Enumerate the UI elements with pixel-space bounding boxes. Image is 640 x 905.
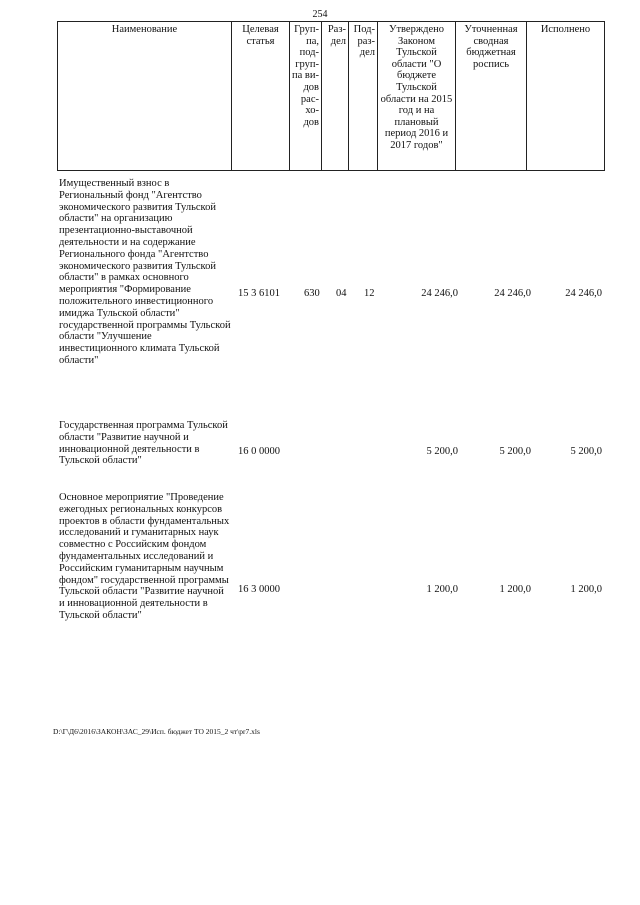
table-header xyxy=(57,21,605,171)
row-revised: 24 246,0 xyxy=(494,288,531,299)
table-row xyxy=(57,178,604,413)
table-row xyxy=(57,492,604,692)
header-executed: Исполнено xyxy=(527,22,605,171)
header-approved-law: Утверждено Законом Тульской области "О бюджете Тульской области на 2015 год и на плановый период 2016 и 2017 годов" xyxy=(378,22,456,171)
header-target-article: Целевая статья xyxy=(232,22,290,171)
row-revised: 1 200,0 xyxy=(499,584,531,595)
file-path: D:\Г\Д6\2016\ЗАКОН\ЗАС_29\Исп. бюджет ТО 2015_2 чт\pr7.xls xyxy=(53,727,260,736)
row-target-article: 16 0 0000 xyxy=(238,446,280,457)
row-section: 04 xyxy=(336,288,347,299)
row-executed: 24 246,0 xyxy=(565,288,602,299)
row-revised: 5 200,0 xyxy=(499,446,531,457)
row-target-article: 15 3 6101 xyxy=(238,288,280,299)
row-name: Основное мероприятие "Проведение ежегодных региональных конкурсов проектов в области фундаментальных исследований и гуманитарных наук совместно с Российским фондом фундаментальных исследований и Российским гуманитарным научным фондом" государственной программы Тульской области "Развитие научной и инновационной деятельности в Тульской области" xyxy=(59,492,230,621)
table-row xyxy=(57,420,604,486)
header-subsection: Под-раз-дел xyxy=(349,22,378,171)
page-number: 254 xyxy=(312,9,328,20)
row-executed: 5 200,0 xyxy=(570,446,602,457)
row-name: Имущественный взнос в Региональный фонд "Агентство экономического развития Тульской области" на организацию презентационно-выставочной деятельности и на содержание Регионального фонда "Агентство экономического развития Тульской области" в рамках основного мероприятия "Формирование положительного инвестиционного имиджа Тульской области" государственной программы Тульской области "Улучшение инвестиционного климата Тульской области" xyxy=(59,178,231,366)
header-revised-budget: Уточненная сводная бюджетная роспись xyxy=(456,22,527,171)
header-section: Раз-дел xyxy=(322,22,349,171)
header-name: Наименование xyxy=(58,22,232,171)
row-approved: 24 246,0 xyxy=(421,288,458,299)
row-target-article: 16 3 0000 xyxy=(238,584,280,595)
row-executed: 1 200,0 xyxy=(570,584,602,595)
row-approved: 1 200,0 xyxy=(426,584,458,595)
header-expense-group: Груп-па, под-груп-па ви-дов рас-хо-дов xyxy=(290,22,322,171)
row-approved: 5 200,0 xyxy=(426,446,458,457)
row-subsection: 12 xyxy=(364,288,375,299)
row-name: Государственная программа Тульской области "Развитие научной и инновационной деятельности в Тульской области" xyxy=(59,420,228,467)
row-expense-group: 630 xyxy=(304,288,320,299)
